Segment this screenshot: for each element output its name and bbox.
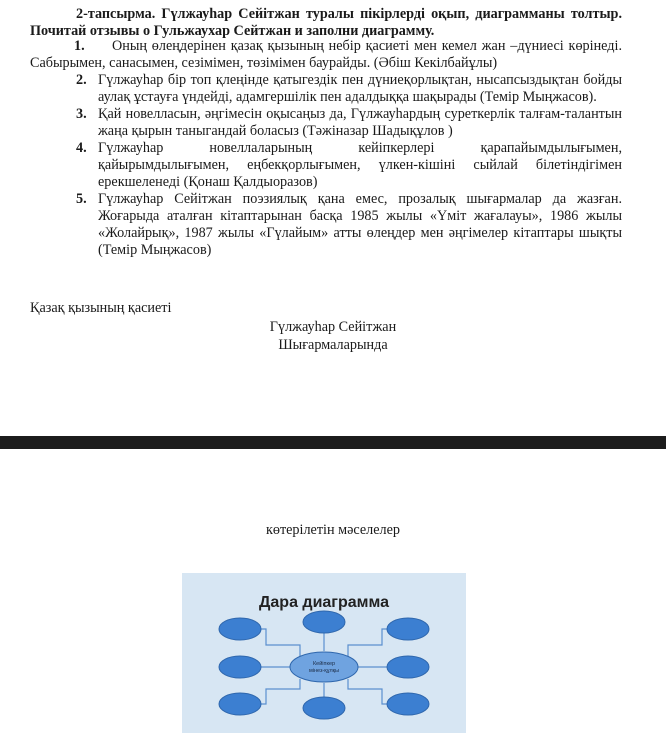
issues-label: көтерілетін мәселелер [265, 522, 401, 538]
node-ellipse[interactable] [219, 693, 261, 715]
qualities-label: Қазақ қызының қасиеті [30, 300, 172, 316]
review-text: Гүлжауһар новеллаларының кейіпкерлері қарапайымдылығымен, қайырымдылығымен, еңбекқорлығымен, үлкен-кішіні сыйлай білетіндігімен ерекшеленеді (Қонаш Қалдыоразов) [98, 140, 622, 190]
center-node[interactable] [290, 652, 358, 682]
node-ellipse[interactable] [387, 693, 429, 715]
node-ellipse[interactable] [303, 697, 345, 719]
review-number: 4. [76, 140, 87, 156]
task-title: 2-тапсырма. Гүлжауһар Сейітжан туралы пікірлерді оқып, диаграмманы толтыр. Почитай отзывы о Гульжаухар Сейтжан и заполни диаграмму. [30, 6, 622, 39]
review-item [30, 38, 622, 72]
node-ellipse[interactable] [387, 618, 429, 640]
review-text: Оның өлеңдерінен қазақ қызының небір қасиеті мен кемел жан –дүниесі көрінеді. Сабырымен, санасымен, сезімімен, төзімімен баурайды. (Әбіш Кекілбайұлы) [30, 38, 622, 71]
review-item [30, 106, 622, 140]
review-number: 5. [76, 191, 87, 207]
reviews-list [30, 38, 622, 259]
works-label-line1: Гүлжауһар Сейітжан [269, 319, 397, 335]
review-number: 2. [76, 72, 87, 88]
review-number: 3. [76, 106, 87, 122]
node-ellipse[interactable] [219, 656, 261, 678]
review-text: Қай новелласын, әңгімесін оқысаңыз да, Гүлжауһардың суреткерлік талғам-талантын жаңа қырын таныгандай боласыз (Тәжіназар Шадықұлов ) [98, 106, 622, 139]
diagram-title: Дара диаграмма [259, 594, 389, 611]
node-ellipse[interactable] [219, 618, 261, 640]
review-number: 1. [74, 38, 85, 54]
review-text: Гүлжауһар бір топ қлеңінде қатыгездік пен дүниеқорлықтан, нысапсыздықтан бойды аулақ ұстауға үндейді, адамгершілік пен адалдыққа шақырады (Темір Мыңжасов). [98, 72, 622, 105]
center-node-label-line2: мінез-құлқы [308, 668, 340, 674]
review-item [30, 72, 622, 106]
review-item [30, 140, 622, 191]
cluster-diagram [182, 573, 466, 733]
node-ellipse[interactable] [303, 611, 345, 633]
review-item [30, 191, 622, 259]
center-node-label-line1: Кейіпкер [312, 661, 336, 667]
node-ellipse[interactable] [387, 656, 429, 678]
works-label-line2: Шығармаларында [278, 337, 388, 353]
cluster-diagram-svg [182, 573, 466, 733]
review-text: Гүлжауһар Сейітжан поэзиялық қана емес, прозалық шығармалар да жазған. Жоғарыда аталған кітаптарынан басқа 1985 жылы «Үміт жағалауы», 1986 жылы «Жолайрық», 1987 жылы «Гүлайым» атты өлеңдер мен әңгімелер кітаптары шықты (Темір Мыңжасов) [98, 191, 622, 258]
page-divider [0, 436, 666, 449]
